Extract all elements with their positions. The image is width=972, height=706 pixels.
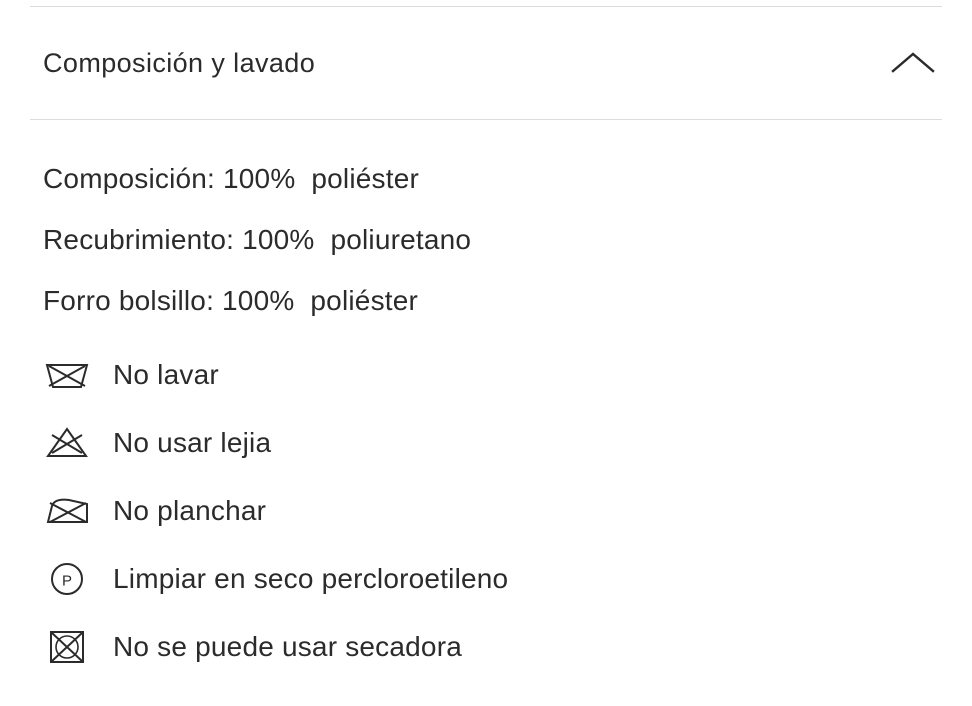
list-item xyxy=(43,545,942,613)
composition-line: Forro bolsillo: 100% poliéster xyxy=(43,285,419,316)
page-title: Composición y lavado xyxy=(43,47,316,78)
chevron-up-icon[interactable] xyxy=(888,43,942,83)
care-label: No se puede usar secadora xyxy=(113,631,462,662)
care-label: No lavar xyxy=(113,359,219,390)
dry-clean-p-icon xyxy=(43,559,95,599)
do-not-wash-icon xyxy=(43,355,95,395)
do-not-tumble-dry-icon xyxy=(43,627,95,667)
composition-section-header[interactable] xyxy=(30,7,942,119)
list-item xyxy=(43,409,942,477)
composition-line: Recubrimiento: 100% poliuretano xyxy=(43,224,472,255)
product-details-panel xyxy=(0,6,972,706)
do-not-bleach-icon xyxy=(43,423,95,463)
composition-content xyxy=(0,120,972,681)
list-item xyxy=(43,613,942,681)
composition-line: Composición: 100% poliéster xyxy=(43,163,420,194)
care-label: Limpiar en seco percloroetileno xyxy=(113,563,509,594)
care-label: No usar lejia xyxy=(113,427,272,458)
list-item xyxy=(43,477,942,545)
care-label: No planchar xyxy=(113,495,267,526)
svg-text:P: P xyxy=(61,572,73,590)
care-instructions-list xyxy=(43,341,942,681)
list-item xyxy=(43,341,942,409)
do-not-iron-icon xyxy=(43,491,95,531)
